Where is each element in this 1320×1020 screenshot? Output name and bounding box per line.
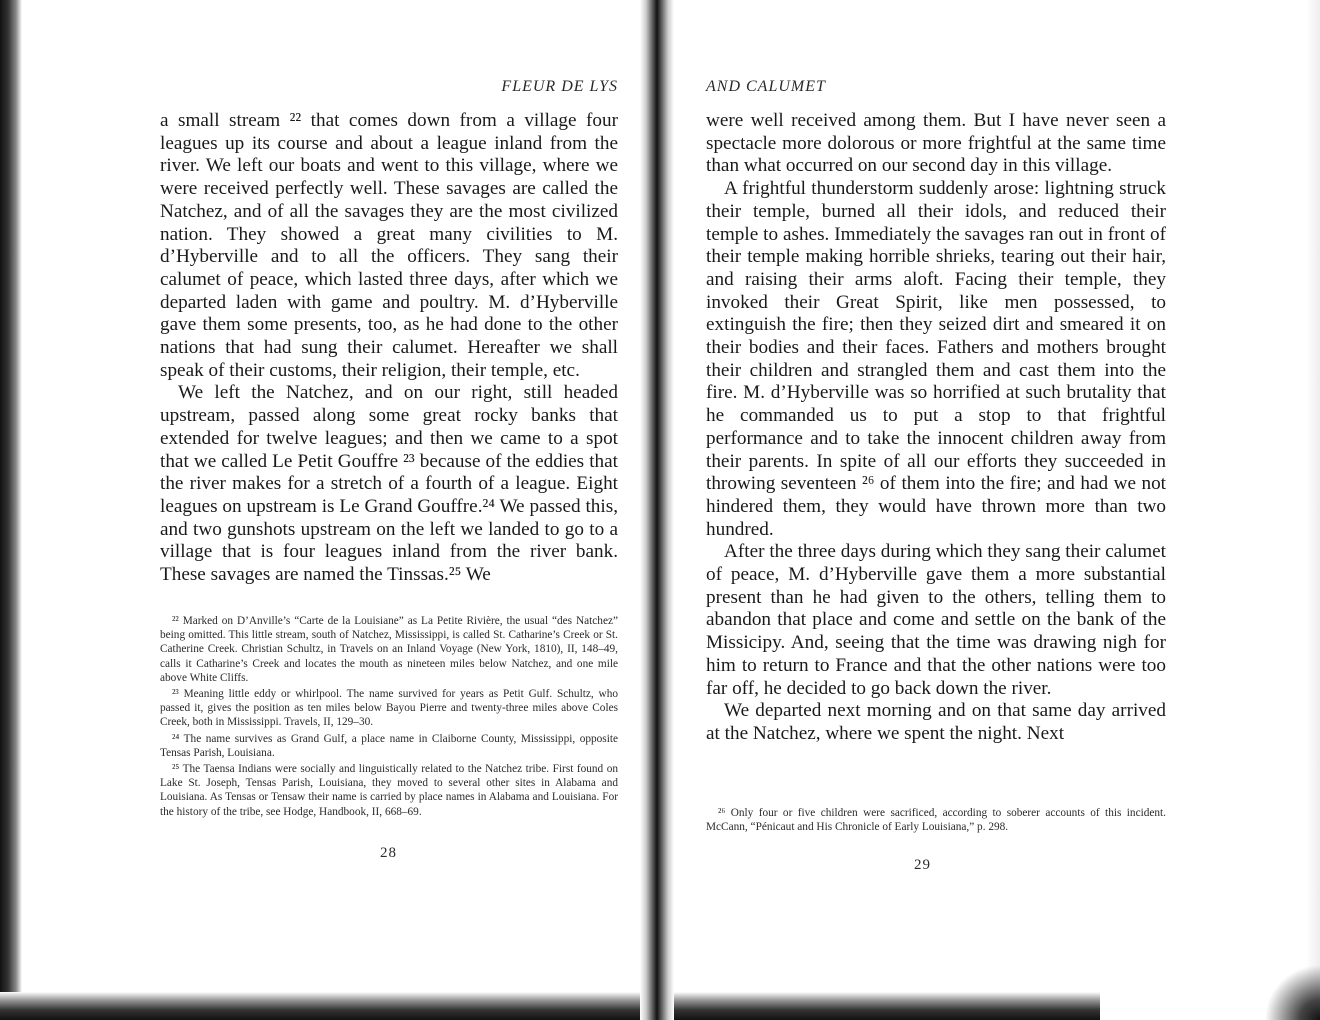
book-gutter [640, 0, 674, 1020]
left-scan-shadow [0, 0, 22, 1020]
paragraph: After the three days during which they sang their calumet of peace, M. d’Hyberville gave them a more substantial present than he had given to the others, telling them to abandon that place and come and settle on the bank of the Missicipy. And, seeing that the time was drawing nigh for him to return to France and that the other nations were too far off, he decided to go back down the river. [706, 541, 1166, 699]
body-text [160, 110, 618, 587]
footnote: ²⁵ The Taensa Indians were socially and linguistically related to the Natchez tribe. First found on Lake St. Joseph, Tensas Parish, Louisiana, they moved to several other sites in Alabama and Louisiana. As Tensas or Tensaw their name is carried by place names in Alabama and Louisiana. For the history of the tribe, see Hodge, Handbook, II, 668–69. [160, 763, 618, 818]
paragraph: A frightful thunderstorm suddenly arose: lightning struck their temple, burned all their idols, and reduced their temple to ashes. Immediately the savages ran out in front of their temple making horrible shrieks, tearing out their hair, and raising their arms aloft. Facing their temple, they invoked their Great Spirit, like men possessed, to extinguish the fire; then they seized dirt and smeared it on their bodies and their faces. Fathers and mothers brought their children and strangled them and cast them into the fire. M. d’Hyberville was so horrified at such brutality that he commanded us to put a stop to that frightful performance and to take the innocent children away from their parents. In spite of all our efforts they succeeded in throwing seventeen ²⁶ of them into the fire; and had we not hindered them, they would have thrown more than two hundred. [706, 178, 1166, 540]
bottom-scan-shadow [0, 992, 1100, 1020]
footnote: ²⁴ The name survives as Grand Gulf, a place name in Claiborne County, Mississippi, opposite Tensas Parish, Louisiana. [160, 732, 618, 759]
paragraph: We left the Natchez, and on our right, still headed upstream, passed along some great rocky banks that extended for twelve leagues; and then we came to a spot that we called Le Petit Gouffre ²³ because of the eddies that the river makes for a stretch of a fourth of a league. Eight leagues on upstream is Le Grand Gouffre.²⁴ We passed this, and two gunshots upstream on the left we landed to go to a village that is four leagues inland from the river bank. These savages are named the Tinssas.²⁵ We [160, 382, 618, 586]
running-head: FLEUR DE LYS [501, 78, 618, 95]
paragraph: We departed next morning and on that same day arrived at the Natchez, where we spent the night. Next [706, 700, 1166, 744]
body-text [706, 110, 1166, 746]
footnote: ²² Marked on D’Anville’s “Carte de la Louisiane” as La Petite Rivière, the usual “des Natchez” being omitted. This little stream, south of Natchez, Mississippi, is called St. Catharine’s Creek or St. Catherine Creek. Christian Schultz, in Travels on an Inland Voyage (New York, 1810), II, 148–49, calls it Catharine’s Creek and locates the mouth as nineteen miles below Natchez, and one mile above White Cliffs. [160, 615, 618, 684]
paragraph: were well received among them. But I have never seen a spectacle more dolorous or more frightful at the same time than what occurred on our second day in this village. [706, 110, 1166, 177]
footnote: ²³ Meaning little eddy or whirlpool. The name survived for years as Petit Gulf. Schultz, who passed it, gives the position as ten miles below Bayou Pierre and twenty-three miles above Coles Creek, both in Mississippi. Travels, II, 129–30. [160, 688, 618, 729]
corner-shadow [1260, 960, 1320, 1020]
page-number: 28 [380, 845, 397, 861]
paragraph: a small stream ²² that comes down from a village four leagues up its course and about a league inland from the river. We left our boats and went to this village, where we were received perfectly well. These savages are called the Natchez, and of all the savages they are the most civilized nation. They showed a great many civilities to M. d’Hyberville and to all the officers. They sang their calumet of peace, which lasted three days, after which we departed laden with game and poultry. M. d’Hyberville gave them some presents, too, as he had done to the other nations that had sung their calumet. Hereafter we shall speak of their customs, their religion, their temple, etc. [160, 110, 618, 381]
running-head: AND CALUMET [706, 78, 826, 95]
footnotes [160, 614, 618, 821]
right-edge-shade [1306, 0, 1320, 1020]
footnote: ²⁶ Only four or five children were sacrificed, according to soberer accounts of this incident. McCann, “Pénicaut and His Chronicle of Early Louisiana,” p. 298. [706, 807, 1166, 834]
page-number: 29 [914, 857, 931, 873]
footnotes [706, 806, 1166, 836]
